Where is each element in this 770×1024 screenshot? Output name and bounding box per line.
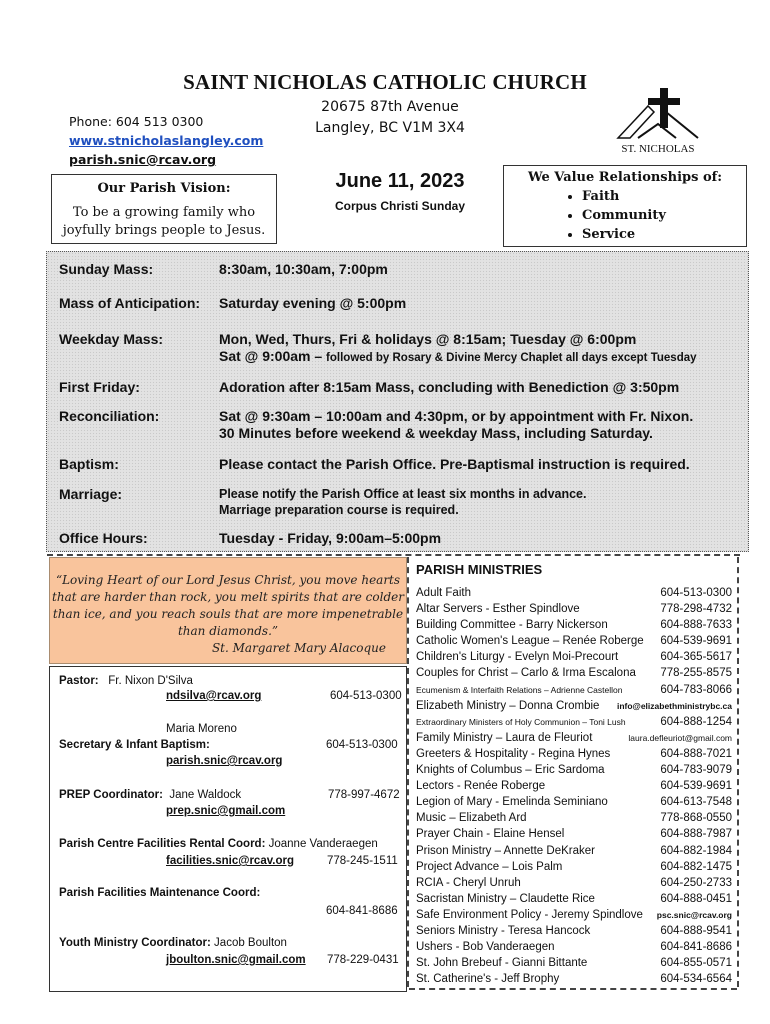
reconciliation-line1: Sat @ 9:30am – 10:00am and 4:30pm, or by appointment with Fr. Nixon. — [219, 408, 694, 424]
list-item: Couples for Christ – Carlo & Irma Escalona 778-255-8575 — [416, 667, 732, 680]
list-item: Children's Liturgy - Evelyn Moi-Precourt 604-365-5617 — [416, 651, 732, 664]
secretary-email[interactable]: parish.snic@rcav.org — [166, 755, 283, 767]
list-item: Building Committee - Barry Nickerson 604-888-7633 — [416, 619, 732, 632]
list-item: St. Catherine's - Jeff Brophy 604-534-6564 — [416, 973, 732, 986]
church-name: SAINT NICHOLAS CATHOLIC CHURCH — [183, 70, 587, 94]
sunday-times: 8:30am, 10:30am, 7:00pm — [219, 261, 388, 277]
bulletin-date: June 11, 2023 — [335, 170, 465, 192]
ministries-heading: PARISH MINISTRIES — [416, 562, 543, 577]
office-hours-text: Tuesday - Friday, 9:00am–5:00pm — [219, 530, 442, 546]
contact-block — [69, 112, 263, 169]
first-friday-text: Adoration after 8:15am Mass, concluding with Benediction @ 3:50pm — [219, 379, 680, 395]
value-item: • Service — [582, 225, 746, 244]
office-hours-label: Office Hours: — [59, 530, 148, 546]
list-item: Greeters & Hospitality - Regina Hynes 604-888-7021 — [416, 747, 732, 760]
parish-ministries — [416, 562, 732, 987]
list-item: Sacristan Ministry – Claudette Rice 604-888-0451 — [416, 892, 732, 905]
pastor-name: Fr. Nixon D'Silva — [108, 675, 193, 687]
divider — [407, 557, 409, 987]
weekday-label: Weekday Mass: — [59, 331, 164, 347]
mass-schedule — [46, 251, 749, 552]
list-item: Ecumenism & Interfaith Relations – Adrienne Castellon 604-783-8066 — [416, 683, 732, 696]
marriage-line2: Marriage preparation course is required. — [219, 503, 459, 517]
rental-email[interactable]: facilities.snic@rcav.org — [166, 855, 294, 867]
pastor-email[interactable]: ndsilva@rcav.org — [166, 690, 262, 702]
list-item: Prayer Chain - Elaine Hensel 604-888-7987 — [416, 828, 732, 841]
list-item: Extraordinary Ministers of Holy Communion – Toni Lush 604-888-1254 — [416, 715, 732, 728]
quote-author: St. Margaret Mary Alacoque — [211, 641, 386, 655]
youth-email[interactable]: jboulton.snic@gmail.com — [166, 954, 306, 966]
parish-email[interactable]: parish.snic@rcav.org — [69, 152, 217, 167]
rental-name: Joanne Vanderaegen — [268, 838, 378, 850]
phone: Phone: 604 513 0300 — [69, 114, 204, 129]
quote-line4: than diamonds.” — [177, 624, 279, 638]
list-item: Catholic Women's League – Renée Roberge 604-539-9691 — [416, 635, 732, 648]
list-item: RCIA - Cheryl Unruh 604-250-2733 — [416, 876, 732, 889]
youth-label: Youth Ministry Coordinator: — [59, 937, 211, 949]
divider — [737, 557, 739, 987]
anticipation-label: Mass of Anticipation: — [59, 295, 201, 311]
list-item: Knights of Columbus – Eric Sardoma 604-783-9079 — [416, 764, 732, 777]
secretary-label: Secretary & Infant Baptism: — [59, 739, 210, 751]
prep-phone: 778-997-4672 — [328, 789, 400, 801]
weekday-note: followed by Rosary & Divine Mercy Chaplet all days except Tuesday — [326, 352, 697, 364]
quote-box — [49, 557, 407, 664]
marriage-text — [219, 486, 587, 518]
marriage-label: Marriage: — [59, 486, 123, 502]
prep-email[interactable]: prep.snic@gmail.com — [166, 805, 286, 817]
list-item: Prison Ministry – Annette DeKraker 604-882-1984 — [416, 844, 732, 857]
list-item: Project Advance – Lois Palm 604-882-1475 — [416, 860, 732, 873]
bulletin-occasion: Corpus Christi Sunday — [334, 199, 465, 213]
value-item: • Community — [582, 206, 746, 225]
marriage-line1: Please notify the Parish Office at least six months in advance. — [219, 487, 587, 501]
values-heading: We Value Relationships of: — [527, 170, 723, 185]
list-item: Ushers - Bob Vanderaegen 604-841-8686 — [416, 941, 732, 954]
vision-line1: To be a growing family who — [72, 205, 256, 220]
prep-name: Jane Waldock — [169, 789, 242, 801]
bulletin-date-block — [305, 170, 495, 213]
baptism-label: Baptism: — [59, 456, 119, 472]
value-item: • Faith — [582, 187, 746, 206]
parish-vision-box — [51, 174, 277, 244]
prep-label: PREP Coordinator: — [59, 789, 163, 801]
reconciliation-line2: 30 Minutes before weekend & weekday Mass, including Saturday. — [219, 425, 653, 441]
list-item: Altar Servers - Esther Spindlove 778-298-4732 — [416, 603, 732, 616]
divider — [409, 988, 737, 990]
address-line1: 20675 87th Avenue — [321, 99, 459, 115]
address — [300, 97, 480, 139]
baptism-text: Please contact the Parish Office. Pre-Baptismal instruction is required. — [219, 456, 690, 472]
list-item: Seniors Ministry - Teresa Hancock 604-888-9541 — [416, 924, 732, 937]
weekday-line1: Mon, Wed, Thurs, Fri & holidays @ 8:15am; Tuesday @ 6:00pm — [219, 331, 637, 347]
maintenance-phone: 604-841-8686 — [326, 905, 398, 917]
list-item: Family Ministry – Laura de Fleuriot laura.defleuriot@gmail.com — [416, 731, 732, 744]
staff-directory — [49, 666, 407, 992]
list-item: Adult Faith 604-513-0300 — [416, 587, 732, 599]
quote-line1: “Loving Heart of our Lord Jesus Christ, you move hearts — [55, 573, 401, 587]
reconciliation-label: Reconciliation: — [59, 408, 160, 424]
divider — [47, 554, 740, 556]
list-item: St. John Brebeuf - Gianni Bittante 604-855-0571 — [416, 957, 732, 970]
anticipation-time: Saturday evening @ 5:00pm — [219, 295, 407, 311]
weekday-line2: Sat @ 9:00am – — [219, 348, 323, 364]
values-box — [503, 165, 747, 247]
logo-text: ST. NICHOLAS — [621, 143, 695, 155]
first-friday-label: First Friday: — [59, 379, 140, 395]
church-logo — [598, 86, 718, 156]
youth-name: Jacob Boulton — [214, 937, 287, 949]
quote-line2: that are harder than rock, you melt spirits that are colder — [52, 590, 404, 604]
weekday-times — [219, 331, 697, 367]
website-link[interactable]: www.stnicholaslangley.com — [69, 133, 264, 148]
sunday-label: Sunday Mass: — [59, 261, 154, 277]
maintenance-label: Parish Facilities Maintenance Coord: — [59, 887, 261, 899]
reconciliation-text — [219, 408, 693, 442]
list-item: Lectors - Renée Roberge 604-539-9691 — [416, 780, 732, 793]
list-item: Music – Elizabeth Ard 778-868-0550 — [416, 812, 732, 825]
pastor-label: Pastor: — [59, 675, 99, 687]
address-line2: Langley, BC V1M 3X4 — [315, 120, 465, 136]
rental-label: Parish Centre Facilities Rental Coord: — [59, 838, 266, 850]
vision-line2: joyfully brings people to Jesus. — [62, 223, 266, 238]
secretary-name: Maria Moreno — [166, 723, 237, 735]
secretary-phone: 604-513-0300 — [326, 739, 398, 751]
quote-line3: than ice, and you reach souls that are more impenetrable — [52, 607, 404, 621]
list-item: Elizabeth Ministry – Donna Crombie info@elizabethministrybc.ca — [416, 699, 732, 712]
pastor-phone: 604-513-0300 — [330, 690, 402, 702]
rental-phone: 778-245-1511 — [327, 855, 398, 867]
vision-heading: Our Parish Vision: — [97, 181, 231, 196]
list-item: Legion of Mary - Emelinda Seminiano 604-613-7548 — [416, 796, 732, 809]
list-item: Safe Environment Policy - Jeremy Spindlove psc.snic@rcav.org — [416, 908, 732, 921]
youth-phone: 778-229-0431 — [327, 954, 399, 966]
